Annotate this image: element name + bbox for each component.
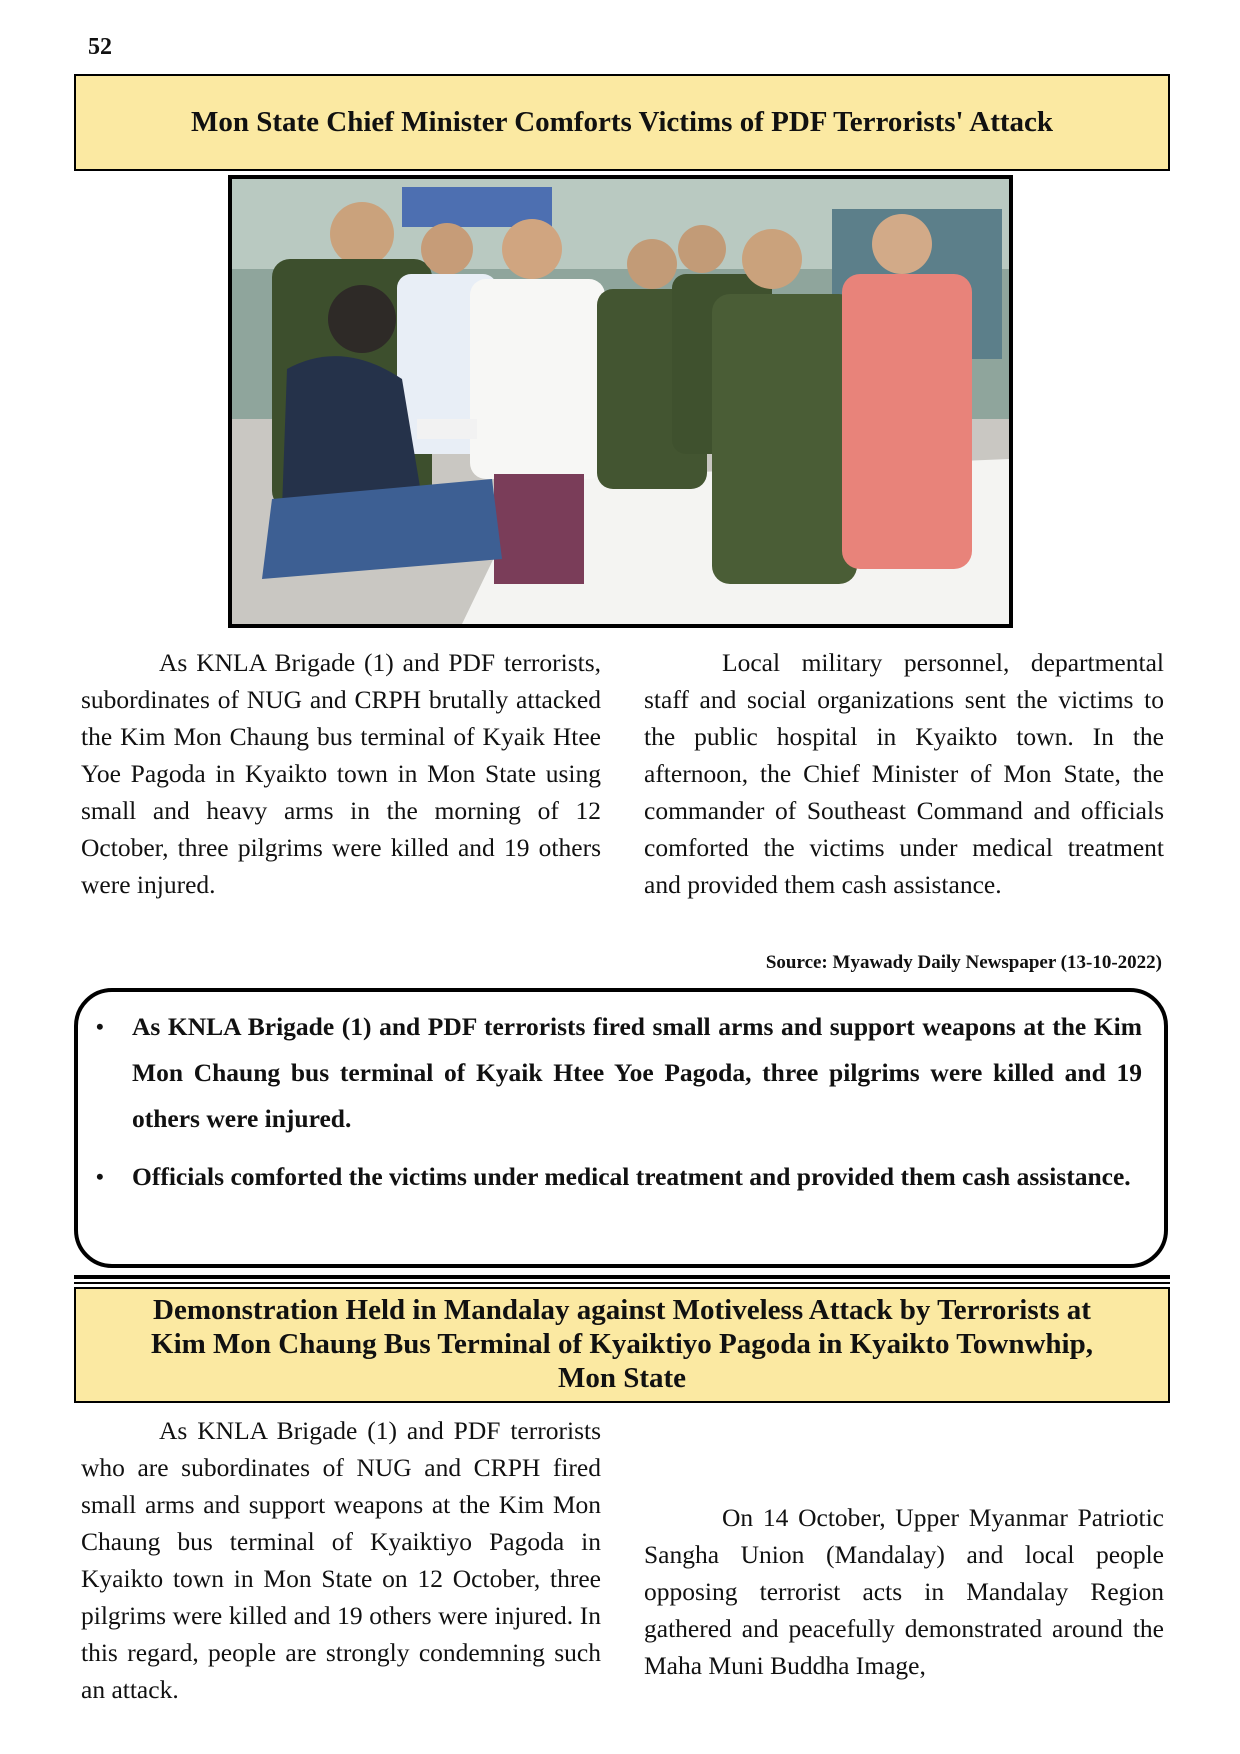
summary-list bbox=[132, 1004, 1142, 1200]
article-2-paragraph-1: As KNLA Brigade (1) and PDF terrorists who are subordinates of NUG and CRPH fired small arms and support weapons at the Kim Mon Chaung bus terminal of Kyaiktiyo Pagoda in Kyaikto town in Mon State on 12 October, three pilgrims were killed and 19 others were injured. In this regard, people are strongly condemning such an attack. bbox=[81, 1416, 601, 1704]
source-credit: Source: Myawady Daily Newspaper (13-10-2022) bbox=[765, 952, 1162, 973]
article-1-right-column bbox=[644, 644, 1164, 903]
summary-point: • As KNLA Brigade (1) and PDF terrorists fired small arms and support weapons at the Kim Mon Chaung bus terminal of Kyaik Htee Yoe Pagoda, three pilgrims were killed and 19 others were injured. bbox=[132, 1004, 1142, 1142]
article-2-title-line: Kim Mon Chaung Bus Terminal of Kyaiktiyo Pagoda in Kyaikto Townwhip, bbox=[151, 1328, 1093, 1360]
article-1-left-column bbox=[81, 644, 601, 903]
summary-point: • Officials comforted the victims under medical treatment and provided them cash assistance. bbox=[132, 1154, 1142, 1200]
hospital-visit-photo-icon bbox=[232, 179, 1009, 624]
article-1-paragraph-1: As KNLA Brigade (1) and PDF terrorists, subordinates of NUG and CRPH brutally attacked the Kim Mon Chaung bus terminal of Kyaik Htee Yoe Pagoda in Kyaikto town in Mon State using small and heavy arms in the morning of 12 October, three pilgrims were killed and 19 others were injured. bbox=[81, 648, 601, 899]
page-number: 52 bbox=[88, 34, 112, 60]
section-divider bbox=[74, 1275, 1170, 1279]
section-divider-thin bbox=[74, 1282, 1170, 1284]
article-2-left-column bbox=[81, 1412, 601, 1708]
article-2-right-column bbox=[644, 1412, 1164, 1684]
article-1-photo bbox=[228, 175, 1013, 628]
article-2-title-line: Mon State bbox=[557, 1362, 687, 1394]
article-1-paragraph-2: Local military personnel, departmental staff and social organizations sent the victims to the public hospital in Kyaikto town. In the afternoon, the Chief Minister of Mon State, the commander of Southeast Command and officials comforted the victims under medical treatment and provided them cash assistance. bbox=[644, 648, 1164, 899]
article-2-title-line: Demonstration Held in Mandalay against Motiveless Attack by Terrorists at bbox=[153, 1294, 1091, 1326]
article-1-title: Mon State Chief Minister Comforts Victims of PDF Terrorists' Attack bbox=[74, 74, 1170, 171]
article-2-paragraph-2: On 14 October, Upper Myanmar Patriotic Sangha Union (Mandalay) and local people opposing terrorist acts in Mandalay Region gathered and peacefully demonstrated around the Maha Muni Buddha Image, bbox=[644, 1503, 1164, 1680]
summary-box bbox=[74, 988, 1168, 1268]
article-2-title bbox=[74, 1287, 1170, 1403]
